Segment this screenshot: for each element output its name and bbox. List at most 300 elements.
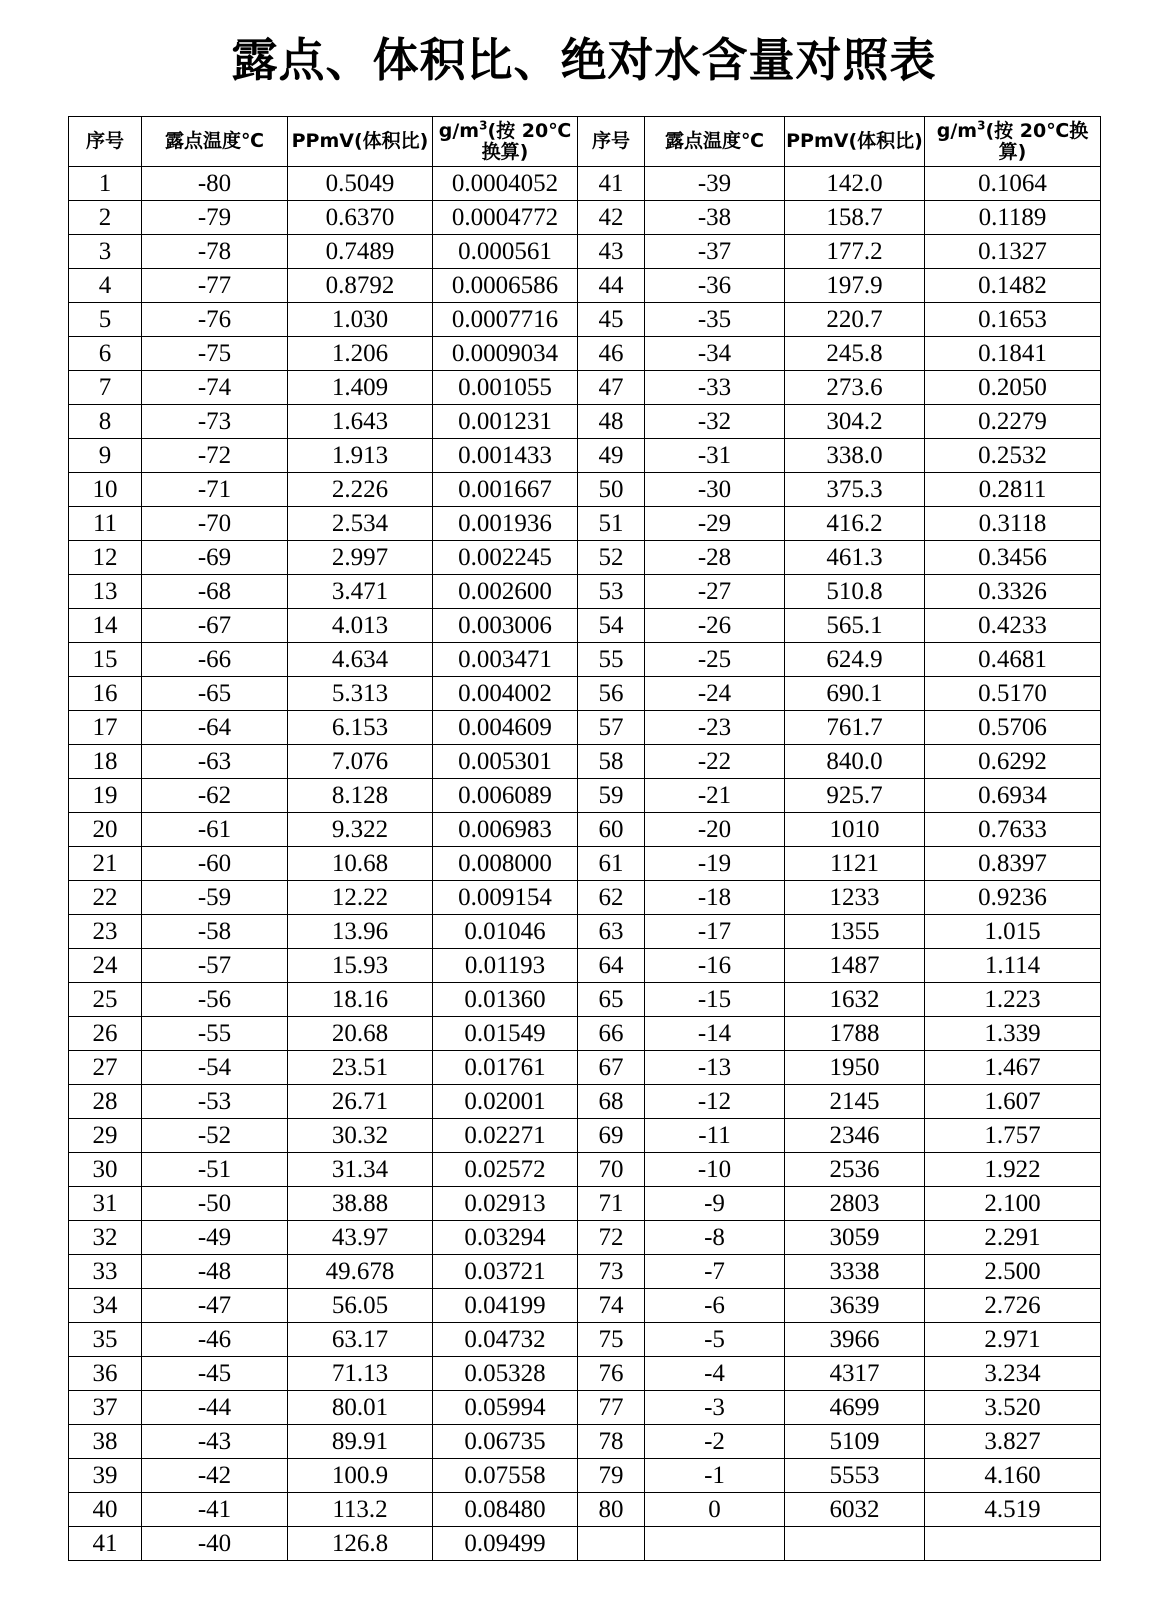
cell-gm3-2: 0.1327	[925, 235, 1101, 269]
cell-gm3: 0.01046	[433, 915, 578, 949]
cell-gm3-2: 3.520	[925, 1391, 1101, 1425]
cell-ppmv-2: 840.0	[785, 745, 925, 779]
cell-ppmv: 3.471	[288, 575, 433, 609]
cell-gm3-2: 0.4681	[925, 643, 1101, 677]
cell-ppmv-2: 416.2	[785, 507, 925, 541]
cell-index-2: 68	[578, 1085, 645, 1119]
cell-dewpoint: -62	[142, 779, 288, 813]
cell-index: 20	[69, 813, 142, 847]
cell-gm3-2: 1.467	[925, 1051, 1101, 1085]
cell-index-2: 43	[578, 235, 645, 269]
cell-dewpoint: -42	[142, 1459, 288, 1493]
cell-gm3: 0.01549	[433, 1017, 578, 1051]
cell-gm3-2: 0.4233	[925, 609, 1101, 643]
header-ppmv: PPmV(体积比)	[288, 117, 433, 167]
cell-index: 21	[69, 847, 142, 881]
cell-dewpoint: -45	[142, 1357, 288, 1391]
cell-index: 11	[69, 507, 142, 541]
cell-gm3-2: 0.6292	[925, 745, 1101, 779]
cell-ppmv: 20.68	[288, 1017, 433, 1051]
table-row	[69, 779, 1101, 813]
table-row	[69, 269, 1101, 303]
table-row	[69, 983, 1101, 1017]
cell-ppmv: 1.409	[288, 371, 433, 405]
cell-index: 28	[69, 1085, 142, 1119]
cell-gm3-2: 1.339	[925, 1017, 1101, 1051]
cell-ppmv-2: 461.3	[785, 541, 925, 575]
cell-index-2: 70	[578, 1153, 645, 1187]
cell-index-2: 73	[578, 1255, 645, 1289]
cell-gm3: 0.03721	[433, 1255, 578, 1289]
cell-ppmv: 2.997	[288, 541, 433, 575]
cell-dewpoint-2: 0	[645, 1493, 785, 1527]
cell-dewpoint-2: -36	[645, 269, 785, 303]
cell-ppmv: 89.91	[288, 1425, 433, 1459]
cell-gm3: 0.003471	[433, 643, 578, 677]
cell-dewpoint: -72	[142, 439, 288, 473]
cell-ppmv: 1.030	[288, 303, 433, 337]
table-row	[69, 643, 1101, 677]
cell-index-2: 48	[578, 405, 645, 439]
cell-dewpoint: -67	[142, 609, 288, 643]
cell-index-2: 58	[578, 745, 645, 779]
table-row	[69, 1187, 1101, 1221]
cell-index: 36	[69, 1357, 142, 1391]
cell-ppmv-2: 1788	[785, 1017, 925, 1051]
header-gm3-2: $g/m^3$(按 20℃换算)	[925, 117, 1101, 167]
cell-gm3-2: 2.500	[925, 1255, 1101, 1289]
cell-index-2	[578, 1527, 645, 1561]
cell-index: 39	[69, 1459, 142, 1493]
cell-index: 27	[69, 1051, 142, 1085]
cell-gm3: 0.009154	[433, 881, 578, 915]
cell-dewpoint-2: -27	[645, 575, 785, 609]
cell-index-2: 56	[578, 677, 645, 711]
cell-ppmv-2: 1355	[785, 915, 925, 949]
cell-index-2: 44	[578, 269, 645, 303]
cell-dewpoint-2: -34	[645, 337, 785, 371]
cell-dewpoint-2: -30	[645, 473, 785, 507]
cell-gm3: 0.04199	[433, 1289, 578, 1323]
cell-index-2: 62	[578, 881, 645, 915]
table-row	[69, 847, 1101, 881]
table-row	[69, 813, 1101, 847]
table-row	[69, 881, 1101, 915]
cell-ppmv-2: 690.1	[785, 677, 925, 711]
cell-index: 13	[69, 575, 142, 609]
cell-ppmv: 31.34	[288, 1153, 433, 1187]
cell-index: 15	[69, 643, 142, 677]
cell-gm3-2: 0.7633	[925, 813, 1101, 847]
cell-gm3: 0.06735	[433, 1425, 578, 1459]
cell-ppmv: 7.076	[288, 745, 433, 779]
cell-ppmv-2: 1632	[785, 983, 925, 1017]
cell-index: 26	[69, 1017, 142, 1051]
cell-ppmv: 126.8	[288, 1527, 433, 1561]
cell-ppmv: 6.153	[288, 711, 433, 745]
cell-dewpoint: -64	[142, 711, 288, 745]
cell-ppmv-2: 2536	[785, 1153, 925, 1187]
cell-gm3: 0.004609	[433, 711, 578, 745]
header-ppmv-2: PPmV(体积比)	[785, 117, 925, 167]
cell-index: 25	[69, 983, 142, 1017]
cell-gm3: 0.02001	[433, 1085, 578, 1119]
cell-dewpoint-2: -26	[645, 609, 785, 643]
cell-index: 33	[69, 1255, 142, 1289]
cell-index-2: 69	[578, 1119, 645, 1153]
cell-dewpoint: -61	[142, 813, 288, 847]
cell-gm3-2: 0.3326	[925, 575, 1101, 609]
cell-gm3: 0.002245	[433, 541, 578, 575]
cell-ppmv-2: 3059	[785, 1221, 925, 1255]
cell-dewpoint-2: -25	[645, 643, 785, 677]
cell-gm3: 0.006983	[433, 813, 578, 847]
cell-ppmv-2: 1950	[785, 1051, 925, 1085]
cell-dewpoint: -66	[142, 643, 288, 677]
cell-ppmv-2: 925.7	[785, 779, 925, 813]
cell-dewpoint-2: -3	[645, 1391, 785, 1425]
cell-index-2: 80	[578, 1493, 645, 1527]
cell-index-2: 65	[578, 983, 645, 1017]
cell-ppmv-2: 338.0	[785, 439, 925, 473]
cell-index-2: 55	[578, 643, 645, 677]
cell-index: 6	[69, 337, 142, 371]
cell-dewpoint: -60	[142, 847, 288, 881]
cell-ppmv: 100.9	[288, 1459, 433, 1493]
table-body	[69, 167, 1101, 1561]
cell-dewpoint: -48	[142, 1255, 288, 1289]
cell-index-2: 59	[578, 779, 645, 813]
cell-ppmv: 1.913	[288, 439, 433, 473]
table-row	[69, 1323, 1101, 1357]
cell-ppmv: 38.88	[288, 1187, 433, 1221]
cell-ppmv-2: 2346	[785, 1119, 925, 1153]
cell-gm3-2: 0.1189	[925, 201, 1101, 235]
cell-dewpoint: -59	[142, 881, 288, 915]
cell-index-2: 47	[578, 371, 645, 405]
cell-index-2: 52	[578, 541, 645, 575]
cell-gm3-2: 2.100	[925, 1187, 1101, 1221]
cell-index: 38	[69, 1425, 142, 1459]
cell-index: 34	[69, 1289, 142, 1323]
cell-gm3-2: 0.3456	[925, 541, 1101, 575]
cell-index: 1	[69, 167, 142, 201]
cell-ppmv-2: 3639	[785, 1289, 925, 1323]
cell-gm3: 0.0004772	[433, 201, 578, 235]
cell-index: 18	[69, 745, 142, 779]
cell-ppmv: 0.7489	[288, 235, 433, 269]
header-index: 序号	[69, 117, 142, 167]
cell-ppmv: 0.5049	[288, 167, 433, 201]
cell-gm3: 0.005301	[433, 745, 578, 779]
table-row	[69, 439, 1101, 473]
cell-gm3-2: 0.5170	[925, 677, 1101, 711]
table-row	[69, 235, 1101, 269]
cell-ppmv-2: 5553	[785, 1459, 925, 1493]
cell-dewpoint: -55	[142, 1017, 288, 1051]
cell-gm3: 0.02913	[433, 1187, 578, 1221]
cell-ppmv: 9.322	[288, 813, 433, 847]
cell-index: 32	[69, 1221, 142, 1255]
cell-dewpoint: -69	[142, 541, 288, 575]
table-row	[69, 303, 1101, 337]
header-gm3: $g/m^3$(按 20℃换算)	[433, 117, 578, 167]
cell-index-2: 72	[578, 1221, 645, 1255]
cell-dewpoint: -74	[142, 371, 288, 405]
table-row	[69, 1493, 1101, 1527]
table-row	[69, 541, 1101, 575]
table-row	[69, 1289, 1101, 1323]
cell-gm3: 0.0009034	[433, 337, 578, 371]
table-row	[69, 745, 1101, 779]
cell-gm3-2: 0.2811	[925, 473, 1101, 507]
cell-ppmv: 5.313	[288, 677, 433, 711]
cell-index: 5	[69, 303, 142, 337]
table-row	[69, 507, 1101, 541]
cell-ppmv-2: 304.2	[785, 405, 925, 439]
cell-dewpoint: -40	[142, 1527, 288, 1561]
cell-index: 19	[69, 779, 142, 813]
table-row	[69, 1527, 1101, 1561]
cell-index-2: 57	[578, 711, 645, 745]
cell-gm3-2: 0.2532	[925, 439, 1101, 473]
cell-ppmv-2: 3966	[785, 1323, 925, 1357]
cell-index-2: 66	[578, 1017, 645, 1051]
cell-index: 12	[69, 541, 142, 575]
cell-gm3-2: 0.5706	[925, 711, 1101, 745]
page-title: 露点、体积比、绝对水含量对照表	[231, 33, 937, 87]
cell-gm3-2: 4.519	[925, 1493, 1101, 1527]
cell-ppmv: 13.96	[288, 915, 433, 949]
cell-ppmv: 63.17	[288, 1323, 433, 1357]
cell-ppmv-2: 4317	[785, 1357, 925, 1391]
cell-dewpoint: -46	[142, 1323, 288, 1357]
header-dewpoint: 露点温度℃	[142, 117, 288, 167]
cell-index: 24	[69, 949, 142, 983]
cell-ppmv-2: 142.0	[785, 167, 925, 201]
cell-dewpoint-2: -22	[645, 745, 785, 779]
cell-ppmv-2: 2145	[785, 1085, 925, 1119]
cell-gm3: 0.006089	[433, 779, 578, 813]
cell-dewpoint-2: -2	[645, 1425, 785, 1459]
cell-dewpoint: -75	[142, 337, 288, 371]
cell-gm3-2: 1.223	[925, 983, 1101, 1017]
cell-gm3: 0.001667	[433, 473, 578, 507]
cell-dewpoint-2: -39	[645, 167, 785, 201]
cell-dewpoint-2: -4	[645, 1357, 785, 1391]
cell-ppmv-2: 273.6	[785, 371, 925, 405]
cell-index-2: 79	[578, 1459, 645, 1493]
cell-index-2: 45	[578, 303, 645, 337]
table-row	[69, 405, 1101, 439]
cell-gm3-2: 2.971	[925, 1323, 1101, 1357]
cell-ppmv-2: 375.3	[785, 473, 925, 507]
cell-ppmv-2: 245.8	[785, 337, 925, 371]
cell-index-2: 41	[578, 167, 645, 201]
cell-dewpoint: -80	[142, 167, 288, 201]
cell-dewpoint-2: -17	[645, 915, 785, 949]
cell-dewpoint-2: -33	[645, 371, 785, 405]
cell-ppmv-2: 5109	[785, 1425, 925, 1459]
cell-gm3-2: 0.9236	[925, 881, 1101, 915]
cell-gm3-2: 0.1653	[925, 303, 1101, 337]
cell-gm3: 0.0004052	[433, 167, 578, 201]
cell-dewpoint: -77	[142, 269, 288, 303]
table-row	[69, 371, 1101, 405]
cell-dewpoint-2: -14	[645, 1017, 785, 1051]
cell-dewpoint-2: -15	[645, 983, 785, 1017]
cell-dewpoint-2: -38	[645, 201, 785, 235]
cell-ppmv-2	[785, 1527, 925, 1561]
cell-index-2: 67	[578, 1051, 645, 1085]
cell-index-2: 63	[578, 915, 645, 949]
cell-gm3-2: 3.234	[925, 1357, 1101, 1391]
cell-gm3-2: 0.8397	[925, 847, 1101, 881]
cell-dewpoint: -51	[142, 1153, 288, 1187]
cell-dewpoint: -43	[142, 1425, 288, 1459]
cell-gm3: 0.002600	[433, 575, 578, 609]
cell-ppmv: 43.97	[288, 1221, 433, 1255]
table-row	[69, 1119, 1101, 1153]
cell-ppmv: 49.678	[288, 1255, 433, 1289]
cell-dewpoint: -50	[142, 1187, 288, 1221]
cell-gm3-2: 1.015	[925, 915, 1101, 949]
cell-index: 37	[69, 1391, 142, 1425]
cell-gm3-2: 0.3118	[925, 507, 1101, 541]
cell-dewpoint: -58	[142, 915, 288, 949]
cell-dewpoint-2: -23	[645, 711, 785, 745]
cell-index-2: 51	[578, 507, 645, 541]
cell-dewpoint: -47	[142, 1289, 288, 1323]
cell-index-2: 61	[578, 847, 645, 881]
cell-ppmv-2: 177.2	[785, 235, 925, 269]
cell-dewpoint-2: -13	[645, 1051, 785, 1085]
cell-dewpoint-2: -21	[645, 779, 785, 813]
table-row	[69, 473, 1101, 507]
cell-gm3-2: 4.160	[925, 1459, 1101, 1493]
cell-ppmv-2: 510.8	[785, 575, 925, 609]
cell-dewpoint-2: -9	[645, 1187, 785, 1221]
cell-dewpoint-2: -12	[645, 1085, 785, 1119]
cell-index: 8	[69, 405, 142, 439]
cell-dewpoint: -53	[142, 1085, 288, 1119]
cell-ppmv-2: 761.7	[785, 711, 925, 745]
cell-ppmv-2: 624.9	[785, 643, 925, 677]
cell-index-2: 53	[578, 575, 645, 609]
cell-gm3-2: 2.726	[925, 1289, 1101, 1323]
cell-gm3-2: 3.827	[925, 1425, 1101, 1459]
cell-gm3: 0.05328	[433, 1357, 578, 1391]
header-dewpoint-2: 露点温度℃	[645, 117, 785, 167]
table-row	[69, 575, 1101, 609]
table-row	[69, 711, 1101, 745]
cell-ppmv-2: 1233	[785, 881, 925, 915]
table-row	[69, 1051, 1101, 1085]
cell-dewpoint: -78	[142, 235, 288, 269]
cell-ppmv: 30.32	[288, 1119, 433, 1153]
cell-dewpoint: -65	[142, 677, 288, 711]
cell-ppmv: 26.71	[288, 1085, 433, 1119]
cell-gm3-2: 1.757	[925, 1119, 1101, 1153]
cell-ppmv-2: 1010	[785, 813, 925, 847]
cell-gm3: 0.01761	[433, 1051, 578, 1085]
cell-gm3-2: 1.607	[925, 1085, 1101, 1119]
cell-index: 9	[69, 439, 142, 473]
cell-gm3: 0.07558	[433, 1459, 578, 1493]
dewpoint-table	[68, 116, 1101, 1561]
cell-index: 2	[69, 201, 142, 235]
table-row	[69, 167, 1101, 201]
cell-ppmv-2: 158.7	[785, 201, 925, 235]
cell-dewpoint-2: -29	[645, 507, 785, 541]
cell-ppmv: 1.206	[288, 337, 433, 371]
cell-gm3: 0.01193	[433, 949, 578, 983]
cell-index-2: 71	[578, 1187, 645, 1221]
cell-index-2: 75	[578, 1323, 645, 1357]
cell-dewpoint: -79	[142, 201, 288, 235]
cell-dewpoint-2: -24	[645, 677, 785, 711]
cell-gm3: 0.02572	[433, 1153, 578, 1187]
cell-index-2: 76	[578, 1357, 645, 1391]
cell-ppmv: 113.2	[288, 1493, 433, 1527]
table-row	[69, 1391, 1101, 1425]
cell-dewpoint-2: -5	[645, 1323, 785, 1357]
header-index-2: 序号	[578, 117, 645, 167]
cell-index-2: 64	[578, 949, 645, 983]
table-row	[69, 1085, 1101, 1119]
cell-gm3: 0.08480	[433, 1493, 578, 1527]
cell-dewpoint-2: -35	[645, 303, 785, 337]
cell-ppmv-2: 220.7	[785, 303, 925, 337]
cell-ppmv-2: 1487	[785, 949, 925, 983]
cell-dewpoint: -68	[142, 575, 288, 609]
cell-dewpoint-2: -10	[645, 1153, 785, 1187]
cell-gm3-2	[925, 1527, 1101, 1561]
cell-gm3: 0.09499	[433, 1527, 578, 1561]
cell-ppmv: 18.16	[288, 983, 433, 1017]
cell-dewpoint-2: -31	[645, 439, 785, 473]
cell-index: 4	[69, 269, 142, 303]
cell-index-2: 42	[578, 201, 645, 235]
cell-ppmv: 8.128	[288, 779, 433, 813]
table-row	[69, 677, 1101, 711]
cell-dewpoint-2: -20	[645, 813, 785, 847]
table-row	[69, 1425, 1101, 1459]
table-row	[69, 609, 1101, 643]
cell-index-2: 49	[578, 439, 645, 473]
cell-ppmv: 15.93	[288, 949, 433, 983]
cell-index: 41	[69, 1527, 142, 1561]
cell-ppmv-2: 1121	[785, 847, 925, 881]
cell-dewpoint-2: -32	[645, 405, 785, 439]
cell-dewpoint: -73	[142, 405, 288, 439]
cell-gm3: 0.0007716	[433, 303, 578, 337]
table-row	[69, 1221, 1101, 1255]
cell-gm3-2: 2.291	[925, 1221, 1101, 1255]
cell-gm3: 0.001433	[433, 439, 578, 473]
cell-index: 35	[69, 1323, 142, 1357]
cell-index: 17	[69, 711, 142, 745]
cell-index: 40	[69, 1493, 142, 1527]
cell-dewpoint: -76	[142, 303, 288, 337]
table-row	[69, 201, 1101, 235]
table-row	[69, 1357, 1101, 1391]
cell-gm3-2: 1.922	[925, 1153, 1101, 1187]
cell-ppmv-2: 2803	[785, 1187, 925, 1221]
cell-dewpoint-2	[645, 1527, 785, 1561]
cell-ppmv-2: 197.9	[785, 269, 925, 303]
table-row	[69, 1153, 1101, 1187]
